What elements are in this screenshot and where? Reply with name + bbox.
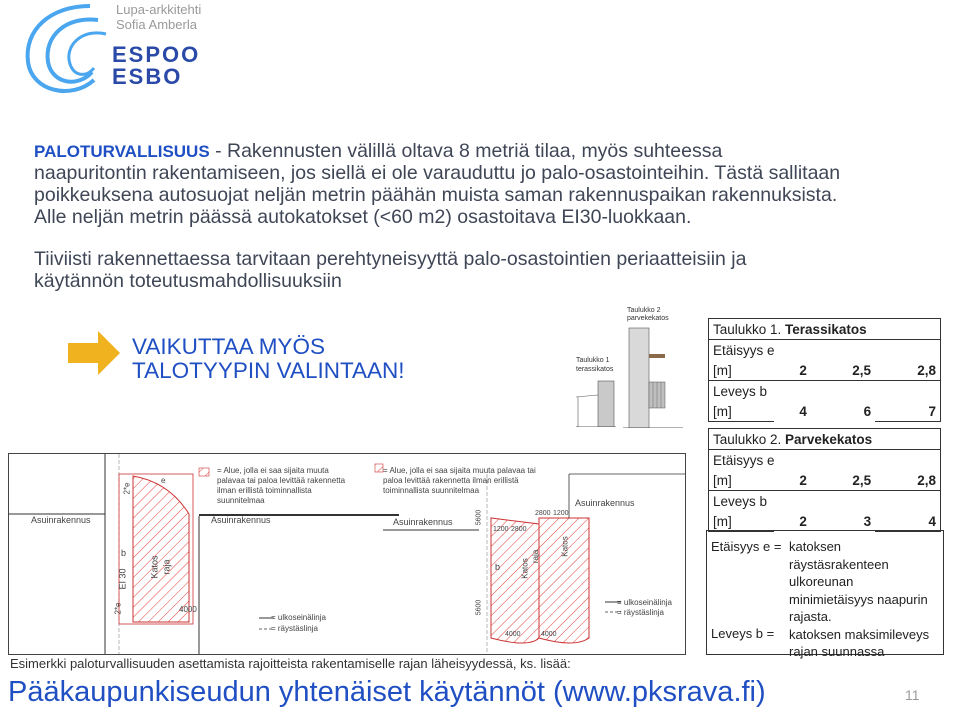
- site-diagram: [8, 453, 686, 655]
- def-distance-line-5: rajasta.: [789, 609, 832, 624]
- table1-title-plain: Taulukko 1.: [713, 321, 786, 337]
- legend-area-middle: = Alue, jolla ei saa sijaita muuta palavaa tai paloa levittää rakennetta ilman erillistä toiminnallista suunnitelmaa: [383, 466, 536, 495]
- author-name: Sofia Amberla: [116, 17, 197, 32]
- label-katos-1: Katos: [149, 555, 160, 579]
- label-4000-1: 4000: [179, 605, 197, 614]
- legend-wall-1: = ulkoseinälinja: [271, 613, 326, 622]
- table1-width-1: 4: [799, 403, 807, 419]
- table2-val-1: 2: [799, 472, 807, 488]
- table1-unit: [m]: [709, 360, 774, 381]
- legend-eave-2: = räystäslinja: [617, 608, 664, 617]
- label-b-1: b: [121, 548, 127, 558]
- table1-val-3: 2,8: [875, 360, 940, 381]
- table1-width-3: 7: [875, 401, 940, 422]
- table2-val-3: 2,8: [875, 470, 940, 491]
- table2-width-2: 3: [863, 513, 872, 529]
- brand-espoo: ESPOO: [112, 42, 201, 67]
- table2-width-1: 2: [799, 513, 807, 529]
- table1-width-2: 6: [863, 403, 872, 419]
- table1-title-bold: Terassikatos: [785, 321, 867, 337]
- table2-unit-2: [m]: [709, 511, 774, 532]
- table-terrace: [708, 318, 941, 422]
- legend-eave-1: = räystäslinja: [271, 624, 318, 633]
- table2-width-3: 4: [875, 511, 940, 532]
- label-building-4: Asuinrakennus: [575, 498, 635, 508]
- def-distance-line-1: katoksen: [789, 539, 842, 554]
- label-raja-2: raja: [531, 549, 541, 564]
- label-building-1: Asuinrakennus: [31, 515, 91, 525]
- para2-line-2: käytännön toteutusmahdollisuuksiin: [34, 270, 342, 292]
- mini-label-1a: Taulukko 1: [576, 357, 610, 364]
- intro-line-1: [34, 140, 722, 163]
- label-2800-2: 2800: [535, 510, 551, 517]
- table1-row-width: Leveys b: [709, 381, 941, 402]
- def-distance-line-3: ulkoreunan: [789, 574, 854, 589]
- label-2e-1: 2*e: [122, 482, 132, 495]
- table1-unit-2: [m]: [709, 401, 774, 422]
- def-distance-line-2: räystäsrakenteen: [789, 556, 889, 572]
- callout-line-2: TALOTYYPIN VALINTAAN!: [132, 358, 405, 383]
- def-width-line-2: rajan suunnassa: [789, 644, 885, 659]
- footer-link-text[interactable]: Pääkaupunkiseudun yhtenäiset käytännöt (www.pksrava.fi): [8, 676, 766, 708]
- page-number: 11: [905, 687, 920, 703]
- intro-highlight: PALOTURVALLISUUS: [34, 142, 210, 161]
- table2-title-plain: Taulukko 2.: [713, 431, 786, 447]
- mini-label-2b: parvekekatos: [627, 315, 669, 322]
- label-1200-1: 1200: [493, 526, 509, 533]
- label-1200-2: 1200: [553, 510, 569, 517]
- balcony-canopy-sketch: [623, 324, 683, 428]
- label-e-1: e: [161, 476, 166, 485]
- legend-area-left: = Alue, jolla ei saa sijaita muuta palavaa tai paloa levittää rakennetta ilman erillistä toiminnallista suunnitelmaa: [217, 466, 346, 505]
- def-distance-text: [789, 538, 929, 661]
- label-4000-2: 4000: [505, 631, 521, 638]
- def-distance-line-4: minimietäisyys naapurin: [789, 591, 928, 607]
- callout-line-1: VAIKUTTAA MYÖS: [132, 334, 325, 359]
- table1-val-2: 2,5: [852, 362, 872, 378]
- terrace-canopy-sketch: [576, 375, 616, 427]
- table2-val-2: 2,5: [852, 472, 872, 488]
- label-2e-2: 2*e: [113, 602, 123, 615]
- label-katos-3: Katos: [560, 536, 570, 557]
- author-title: Lupa-arkkitehti: [116, 2, 202, 17]
- table1-row-distance: Etäisyys e: [709, 340, 941, 361]
- legend-wall-2: = ulkoseinälinja: [617, 598, 672, 607]
- table1-title: [709, 319, 941, 340]
- label-ei30: EI 30: [117, 568, 128, 590]
- label-katos-2: Katos: [520, 558, 530, 579]
- table2-row-distance: Etäisyys e: [709, 450, 941, 471]
- table2-title: [709, 429, 941, 450]
- brand-esbo: ESBO: [112, 64, 183, 89]
- def-distance-term: Etäisyys e =: [711, 539, 782, 554]
- def-width-term: Leveys b =: [711, 626, 775, 641]
- label-building-2: Asuinrakennus: [211, 515, 271, 525]
- intro-line-2: naapuritontin rakentamiseen, jos siellä ei ole varauduttu jo palo-osastointeihin. Tästä sallitaan: [34, 162, 841, 184]
- label-building-3: Asuinrakennus: [393, 517, 453, 527]
- table2-unit: [m]: [709, 470, 774, 491]
- label-b-2: b: [495, 562, 501, 572]
- arrow-right-icon: [68, 331, 120, 375]
- table-balcony: [708, 428, 941, 532]
- definitions-box: [706, 530, 944, 659]
- label-5600-1: 5600: [475, 509, 483, 526]
- mini-label-1b: terassikatos: [576, 366, 614, 373]
- table2-row-width: Leveys b: [709, 491, 941, 512]
- label-2800-1: 2800: [511, 526, 527, 533]
- table1-val-1: 2: [799, 362, 807, 378]
- espoo-logo-swirl: [20, 0, 112, 102]
- intro-line-1-text: - Rakennusten välillä oltava 8 metriä tilaa, myös suhteessa: [209, 140, 723, 162]
- diagram-drawing: [9, 454, 685, 654]
- intro-line-3: poikkeuksena autosuojat neljän metrin päähän muista saman rakennuspaikan rakennuksista.: [34, 184, 838, 206]
- label-5600-2: 5600: [475, 599, 483, 616]
- mini-label-2a: Taulukko 2: [627, 307, 661, 314]
- intro-line-4: Alle neljän metrin päässä autokatokset (<60 m2) osastoitava EI30-luokkaan.: [34, 206, 692, 228]
- footer-caption: Esimerkki paloturvallisuuden asettamista rajoitteista rakentamiselle rajan läheisyydessä, ks. lisää:: [10, 656, 571, 671]
- para2-line-1: Tiiviisti rakennettaessa tarvitaan perehtyneisyyttä palo-osastointien periaatteisiin ja: [34, 248, 747, 270]
- label-raja-1: raja: [161, 559, 172, 575]
- def-width-line-1: katoksen maksimileveys: [789, 626, 930, 642]
- label-4000-3: 4000: [541, 631, 557, 638]
- table2-title-bold: Parvekekatos: [785, 431, 873, 447]
